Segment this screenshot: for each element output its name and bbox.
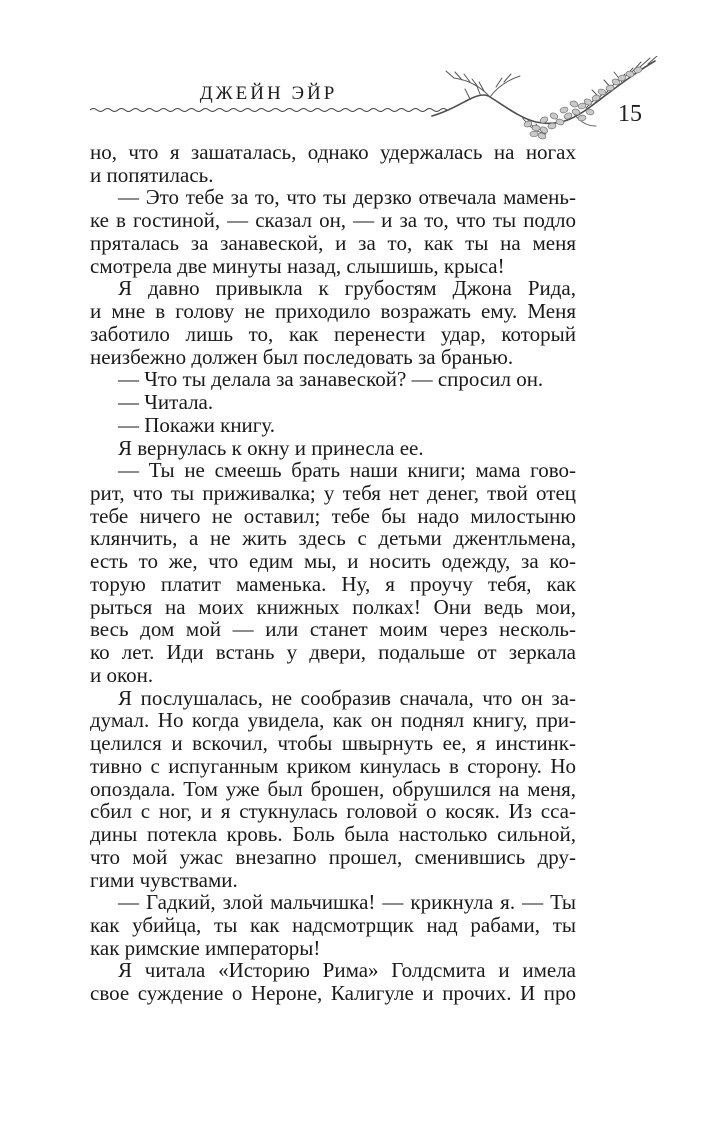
text-line: думал. Но когда увидела, как он поднял книгу, при- <box>90 708 576 733</box>
header-rule-wavy-line <box>90 106 447 114</box>
text-line: рыться на моих книжных полках! Они ведь мои, <box>90 594 576 619</box>
text-line: сбил с ног, и я стукнулась головой о косяк. Из сса- <box>90 799 576 824</box>
text-line: — Что ты делала за занавеской? — спросил он. <box>118 367 544 392</box>
text-line: тивно с испуганным криком кинулась в сторону. Но <box>90 753 576 778</box>
text-line: пряталась за занавеской, и за то, как ты на меня <box>90 230 576 255</box>
text-line: — Покажи книгу. <box>118 412 276 437</box>
text-line: весь дом мой — или станет моим через несколь- <box>90 617 576 642</box>
text-line: клянчить, а не жить здесь с детьми джентльмена, <box>90 526 576 551</box>
text-line: как римские императоры! <box>90 935 321 960</box>
text-line: — Читала. <box>118 390 214 415</box>
text-line: и мне в голову не приходило возражать ему. Меня <box>90 299 576 324</box>
text-line: Я читала «Историю Рима» Голдсмита и имела <box>118 958 576 983</box>
text-line: — Гадкий, злой мальчишка! — крикнула я. — Ты <box>118 890 576 915</box>
body-text <box>90 141 576 1005</box>
text-line: торую платит маменька. Ну, я проучу тебя, как <box>90 571 576 596</box>
text-line: ке в гостиной, — сказал он, — и за то, что ты подло <box>90 208 576 233</box>
text-line: смотрела две минуты назад, слышишь, крыса! <box>90 253 505 278</box>
text-line: дины потекла кровь. Боль была настолько сильной, <box>90 822 576 847</box>
page-number: 15 <box>618 101 642 127</box>
text-line: ко лет. Иди встань у двери, подальше от зеркала <box>90 640 576 665</box>
text-line: Я давно привыкла к грубостям Джона Рида, <box>118 276 576 301</box>
text-line: и окон. <box>90 662 154 687</box>
text-line: есть то же, что едим мы, и носить одежду, за ко- <box>90 549 576 574</box>
text-line: как убийца, ты как надсмотрщик над рабами, ты <box>90 912 576 937</box>
text-line: — Это тебе за то, что ты дерзко отвечала мамень- <box>118 185 576 210</box>
text-line: что мой ужас внезапно прошел, сменившись дру- <box>90 844 576 869</box>
text-line: но, что я зашаталась, однако удержалась на ногах <box>90 140 576 164</box>
floral-ornament-icon <box>424 56 659 141</box>
text-line: Я послушалась, не сообразив сначала, что он за- <box>118 685 576 710</box>
text-line: опоздала. Том уже был брошен, обрушился на меня, <box>90 776 576 801</box>
running-header-title: ДЖЕЙН ЭЙР <box>199 83 338 104</box>
text-line: рит, что ты приживалка; у тебя нет денег, твой отец <box>90 481 576 506</box>
text-line: свое суждение о Нероне, Калигуле и прочих. И про <box>90 981 576 1006</box>
text-line: заботило лишь то, как перенести удар, который <box>90 321 576 346</box>
text-line: гими чувствами. <box>90 867 238 892</box>
text-line: неизбежно должен был последовать за бранью. <box>90 344 514 369</box>
text-line: — Ты не смеешь брать наши книги; мама гово- <box>118 458 576 483</box>
text-line: и попятилась. <box>90 162 214 187</box>
text-line: целился и вскочил, чтобы швырнуть ее, я инстинк- <box>90 731 576 756</box>
text-line: Я вернулась к окну и принесла ее. <box>118 435 424 460</box>
text-line: тебе ничего не оставил; тебе бы надо милостыню <box>90 503 576 528</box>
